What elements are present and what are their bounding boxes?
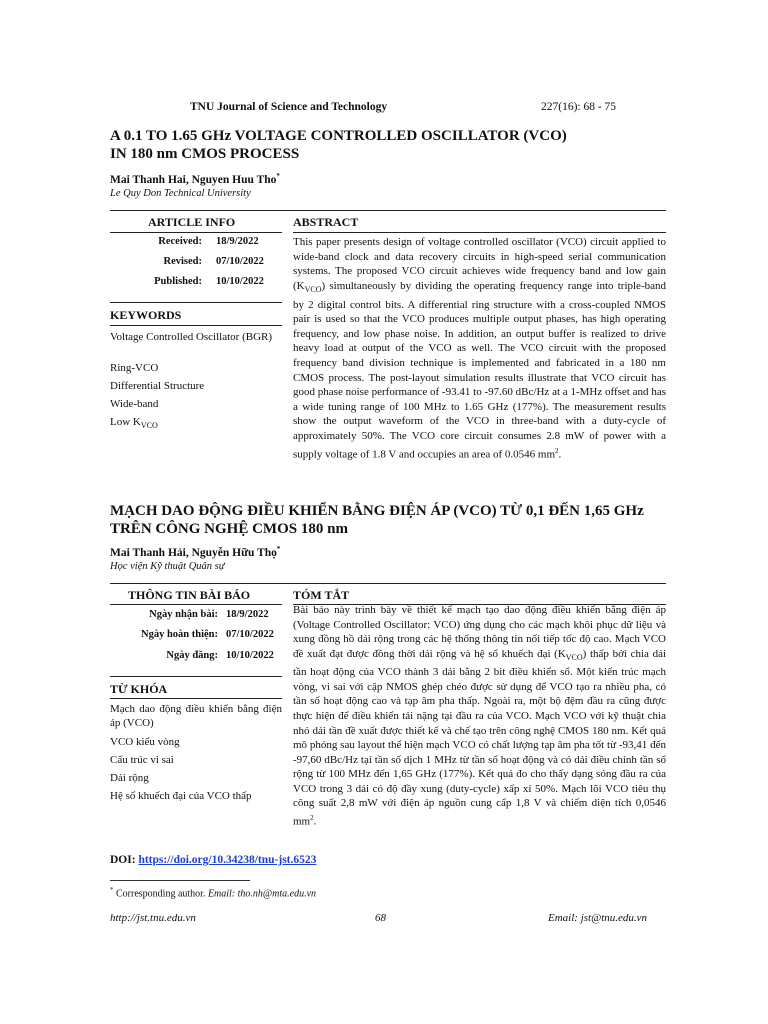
vi-keyword: Hệ số khuếch đại của VCO thấp bbox=[110, 790, 252, 802]
vi-date-label: Ngày hoàn thiện: bbox=[140, 629, 218, 640]
vi-keyword: Cấu trúc vi sai bbox=[110, 754, 174, 766]
vi-title-line1: MẠCH DAO ĐỘNG ĐIỀU KHIỂN BẰNG ĐIỆN ÁP (VCO) TỪ 0,1 ĐẾN 1,65 GHz bbox=[110, 503, 644, 519]
footer-email[interactable]: Email: jst@tnu.edu.vn bbox=[548, 912, 648, 924]
vi-top-rule bbox=[110, 583, 666, 584]
en-authors bbox=[110, 172, 280, 186]
doi bbox=[110, 854, 316, 866]
en-keywords-rule bbox=[110, 325, 282, 326]
vi-date-label: Ngày nhận bài: bbox=[149, 609, 218, 620]
footnote-text: Corresponding author. bbox=[113, 888, 208, 900]
vi-date-received bbox=[110, 609, 282, 620]
en-keyword: Ring-VCO bbox=[110, 362, 159, 374]
en-date-value: 07/10/2022 bbox=[216, 256, 264, 267]
vi-abstract-sup: 2 bbox=[310, 813, 314, 822]
en-title-line1: A 0.1 TO 1.65 GHz VOLTAGE CONTROLLED OSCILLATOR (VCO) bbox=[110, 128, 567, 144]
vi-article-info-label: THÔNG TIN BÀI BÁO bbox=[128, 588, 251, 602]
vi-date-published bbox=[110, 650, 282, 661]
en-affiliation: Le Quy Don Technical University bbox=[110, 188, 251, 199]
vi-abstract-end: . bbox=[313, 815, 317, 828]
vi-keywords-label: TỪ KHÓA bbox=[110, 682, 168, 696]
en-info-rule bbox=[110, 232, 282, 233]
en-keyword bbox=[110, 415, 282, 433]
vi-abstract-p2: ) thấp bởi chia dải tần hoạt động của VCO thành 3 dải bằng 2 bit điều khiển số. Một kiến trúc mạch vòng, vi sai với cặp NMOS ghép chéo được sử dụng để VCO tạo ra nhiều pha, có tần số hoạt động cao và tạp âm pha thấp. Ngoài ra, một bộ đệm đầu ra cũng được thực hiện để điều khiển tải nặng tại đầu ra của VCO. Mạch VCO với kỹ thuật chia nhỏ dải tần đề xuất được thiết kế và chế tạo trên công nghệ CMOS 180 nm. Kết quả mô phỏng sau layout thể hiện mạch VCO có chất lượng tạp âm pha tốt từ -93,41 đến -97,60 dBc/Hz tại tần số dịch 1 MHz từ tần số hoạt động và có dải điều chỉnh tần số rộng từ 100 MHz đến 1,65 GHz (177%). Kết quả đo cho thấy dạng sóng đầu ra của VCO trong 3 dải có độ đầy xung (duty-cycle) xấp xỉ 50%. Mạch lõi VCO tiêu thụ công suất 2,8 mW với điện áp nguồn cung cấp 1,8 V và chiếm diện tích 0,0546 mm bbox=[293, 647, 667, 828]
vi-keywords-rule-top bbox=[110, 676, 282, 677]
vi-keyword: Mạch dao động điều khiển bằng điện áp (VCO) bbox=[110, 703, 282, 729]
en-keyword-sub: VCO bbox=[140, 421, 158, 431]
footer-page-number: 68 bbox=[375, 912, 386, 924]
en-top-rule bbox=[110, 210, 666, 211]
en-date-label: Published: bbox=[154, 276, 202, 287]
en-abstract-sup: 2 bbox=[555, 446, 559, 455]
vi-date-label: Ngày đăng: bbox=[166, 650, 218, 661]
vi-date-value: 10/10/2022 bbox=[226, 650, 274, 661]
en-article-info-label: ARTICLE INFO bbox=[148, 215, 236, 229]
vi-date-revised bbox=[110, 629, 282, 640]
vi-abstract-label: TÓM TẮT bbox=[293, 588, 350, 602]
vi-authors-text: Mai Thanh Hải, Nguyễn Hữu Thọ bbox=[110, 546, 277, 559]
vi-abstract-sub: VCO bbox=[565, 652, 583, 662]
en-abstract-label: ABSTRACT bbox=[293, 215, 359, 229]
footnote-rule bbox=[110, 880, 250, 881]
journal-name: TNU Journal of Science and Technology bbox=[190, 101, 388, 113]
vi-abstract-p1: Bài báo này trình bày về thiết kế mạch tạo dao động điều khiển bằng điện áp (Voltage Controlled Oscillator: VCO) ứng dụng cho các mạch khôi phục dữ liệu và xung đồng hồ dải rộng trong các hệ thống thông tin nối tiếp tốc độ cao. Mạch VCO đề xuất đạt được đồng thời dải rộng và hệ số khuếch đại (K bbox=[293, 604, 666, 660]
en-keyword: Wide-band bbox=[110, 398, 159, 410]
en-authors-text: Mai Thanh Hai, Nguyen Huu Tho bbox=[110, 173, 277, 186]
vi-keywords-rule bbox=[110, 698, 282, 699]
en-date-revised bbox=[110, 256, 282, 267]
footnote bbox=[110, 886, 316, 899]
vi-title-line2: TRÊN CÔNG NGHỆ CMOS 180 nm bbox=[110, 521, 348, 537]
vi-abstract-body bbox=[293, 603, 666, 829]
en-date-value: 18/9/2022 bbox=[216, 236, 259, 247]
footnote-email: Email: tho.nh@mta.edu.vn bbox=[207, 888, 317, 900]
footer-url[interactable]: http://jst.tnu.edu.vn bbox=[110, 912, 196, 924]
en-date-label: Revised: bbox=[163, 256, 202, 267]
doi-link[interactable]: https://doi.org/10.34238/tnu-jst.6523 bbox=[138, 854, 317, 866]
en-abstract-p2: ) simultaneously by dividing the operating frequency range into triple-band by 2 digital control bits. A differential ring structure with a cross-coupled NMOS pair is used so that the VCO produces multiple output phases, has high operating frequency, and low phase noise. In addition, an output buffer is realized to drive heavy load at output of the VCO as well. The VCO circuit with the proposed frequency band division technique is implemented and fabricated in a 180 nm CMOS process. The post-layout simulation results illustrate that VCO circuit has good phase noise performance of -93.41 to -97.60 dBc/Hz at a 1-MHz offset and has a wide tuning range of 100 MHz to 1.65 GHz (177%). The measurement results show the output waveform of the VCO in three-band with a duty-cycle of approximately 50%. The VCO core circuit consumes 2.8 mW of power with a supply voltage of 1.8 V and occupies an area of 0.0546 mm bbox=[293, 279, 666, 461]
en-author-mark: * bbox=[276, 172, 280, 180]
en-abstract-sub: VCO bbox=[304, 284, 322, 294]
vi-date-value: 07/10/2022 bbox=[226, 629, 274, 640]
vi-info-rule bbox=[110, 604, 282, 605]
en-abstract-rule bbox=[293, 232, 666, 233]
vi-keyword: Dải rộng bbox=[110, 772, 149, 784]
en-keywords-label: KEYWORDS bbox=[110, 308, 182, 322]
en-abstract-p1: This paper presents design of voltage controlled oscillator (VCO) circuit applied to wide-band clock and data recovery circuits in high-speed serial communication systems. The proposed VCO circuit achieves wide frequency band and low gain (K bbox=[293, 236, 666, 292]
vi-authors bbox=[110, 545, 280, 559]
volume-pages: 227(16): 68 - 75 bbox=[541, 101, 617, 113]
vi-date-value: 18/9/2022 bbox=[226, 609, 269, 620]
en-title-line2: IN 180 nm CMOS PROCESS bbox=[110, 146, 300, 162]
en-date-received bbox=[110, 236, 282, 247]
en-title bbox=[110, 127, 670, 163]
vi-affiliation: Học viện Kỹ thuật Quân sự bbox=[110, 561, 225, 572]
en-date-published bbox=[110, 276, 282, 287]
vi-author-mark: * bbox=[276, 545, 281, 553]
en-abstract-end: . bbox=[558, 448, 562, 461]
en-keyword: Voltage Controlled Oscillator (BGR) bbox=[110, 331, 273, 343]
vi-keyword: VCO kiểu vòng bbox=[110, 736, 180, 748]
en-keyword-text: Low K bbox=[110, 416, 141, 428]
en-keyword: Differential Structure bbox=[110, 380, 205, 392]
doi-label: DOI: bbox=[110, 854, 139, 866]
en-abstract-body bbox=[293, 235, 666, 462]
en-date-value: 10/10/2022 bbox=[216, 276, 264, 287]
en-date-label: Received: bbox=[158, 236, 202, 247]
vi-title bbox=[110, 502, 670, 538]
footnote-mark: * bbox=[110, 886, 114, 894]
en-keywords-rule-top bbox=[110, 302, 282, 303]
